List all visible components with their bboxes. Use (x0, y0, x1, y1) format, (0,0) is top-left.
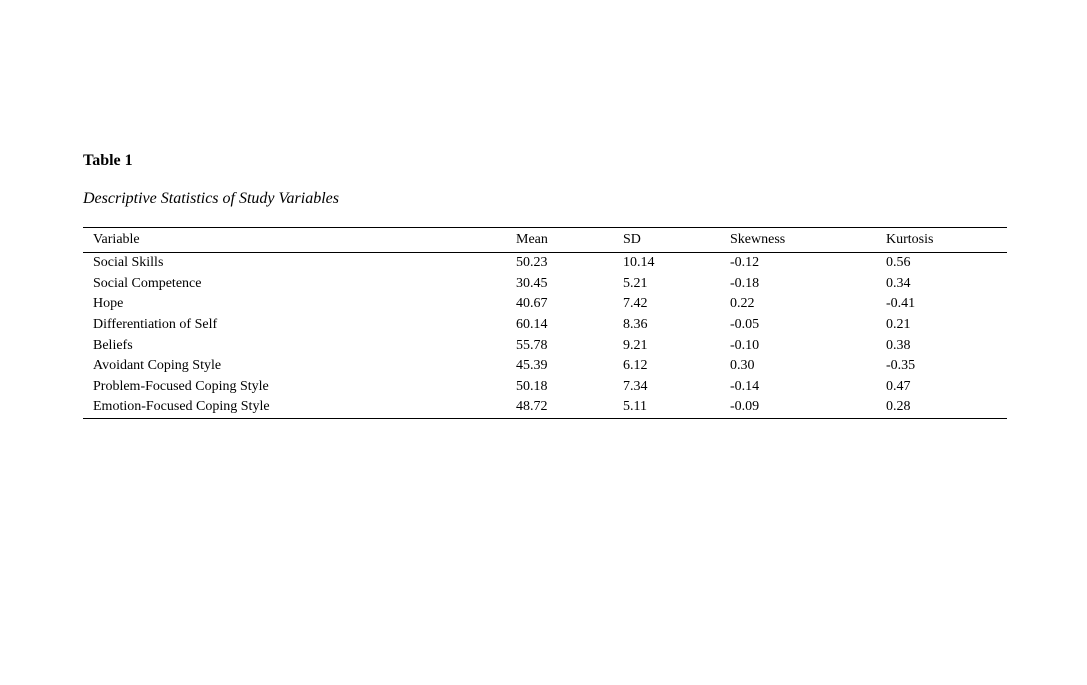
cell-skewness: -0.12 (730, 255, 760, 271)
cell-mean: 60.14 (516, 317, 548, 333)
cell-variable: Social Skills (93, 255, 164, 271)
table-row (83, 356, 1007, 377)
cell-kurtosis: 0.56 (886, 255, 911, 271)
cell-variable: Emotion-Focused Coping Style (93, 399, 270, 415)
cell-variable: Avoidant Coping Style (93, 358, 222, 374)
cell-sd: 7.42 (623, 296, 648, 312)
cell-mean: 40.67 (516, 296, 548, 312)
cell-skewness: 0.30 (730, 358, 755, 374)
cell-mean: 50.23 (516, 255, 548, 271)
cell-sd: 8.36 (623, 317, 648, 333)
cell-sd: 5.11 (623, 399, 647, 415)
cell-kurtosis: -0.41 (886, 296, 916, 312)
cell-sd: 9.21 (623, 337, 648, 353)
cell-kurtosis: 0.21 (886, 317, 911, 333)
cell-sd: 7.34 (623, 378, 648, 394)
cell-mean: 30.45 (516, 275, 548, 291)
cell-mean: 45.39 (516, 358, 548, 374)
column-header-variable: Variable (93, 232, 140, 247)
table-row (83, 274, 1007, 295)
cell-skewness: -0.09 (730, 399, 760, 415)
table-label: Table 1 (83, 152, 133, 169)
table-header-row (83, 228, 1007, 253)
table-row (83, 397, 1007, 418)
cell-sd: 6.12 (623, 358, 648, 374)
column-header-mean: Mean (516, 232, 548, 247)
cell-variable: Social Competence (93, 275, 202, 291)
cell-variable: Hope (93, 296, 124, 312)
cell-sd: 10.14 (623, 255, 655, 271)
table-row (83, 294, 1007, 315)
cell-skewness: -0.05 (730, 317, 760, 333)
cell-sd: 5.21 (623, 275, 648, 291)
column-header-skewness: Skewness (730, 232, 786, 247)
cell-kurtosis: 0.38 (886, 337, 911, 353)
table-row (83, 335, 1007, 356)
table-row (83, 253, 1007, 274)
cell-skewness: -0.18 (730, 275, 760, 291)
cell-kurtosis: 0.34 (886, 275, 911, 291)
cell-kurtosis: -0.35 (886, 358, 916, 374)
table-row (83, 315, 1007, 336)
cell-skewness: -0.14 (730, 378, 760, 394)
cell-variable: Beliefs (93, 337, 133, 353)
cell-mean: 48.72 (516, 399, 548, 415)
descriptive-statistics-table (83, 227, 1007, 419)
cell-skewness: 0.22 (730, 296, 755, 312)
column-header-kurtosis: Kurtosis (886, 232, 934, 247)
cell-variable: Problem-Focused Coping Style (93, 378, 269, 394)
table-row (83, 377, 1007, 398)
cell-kurtosis: 0.28 (886, 399, 911, 415)
cell-variable: Differentiation of Self (93, 317, 218, 333)
cell-skewness: -0.10 (730, 337, 760, 353)
table-caption: Descriptive Statistics of Study Variables (83, 190, 339, 207)
cell-mean: 50.18 (516, 378, 548, 394)
cell-mean: 55.78 (516, 337, 548, 353)
cell-kurtosis: 0.47 (886, 378, 911, 394)
column-header-sd: SD (623, 232, 641, 247)
